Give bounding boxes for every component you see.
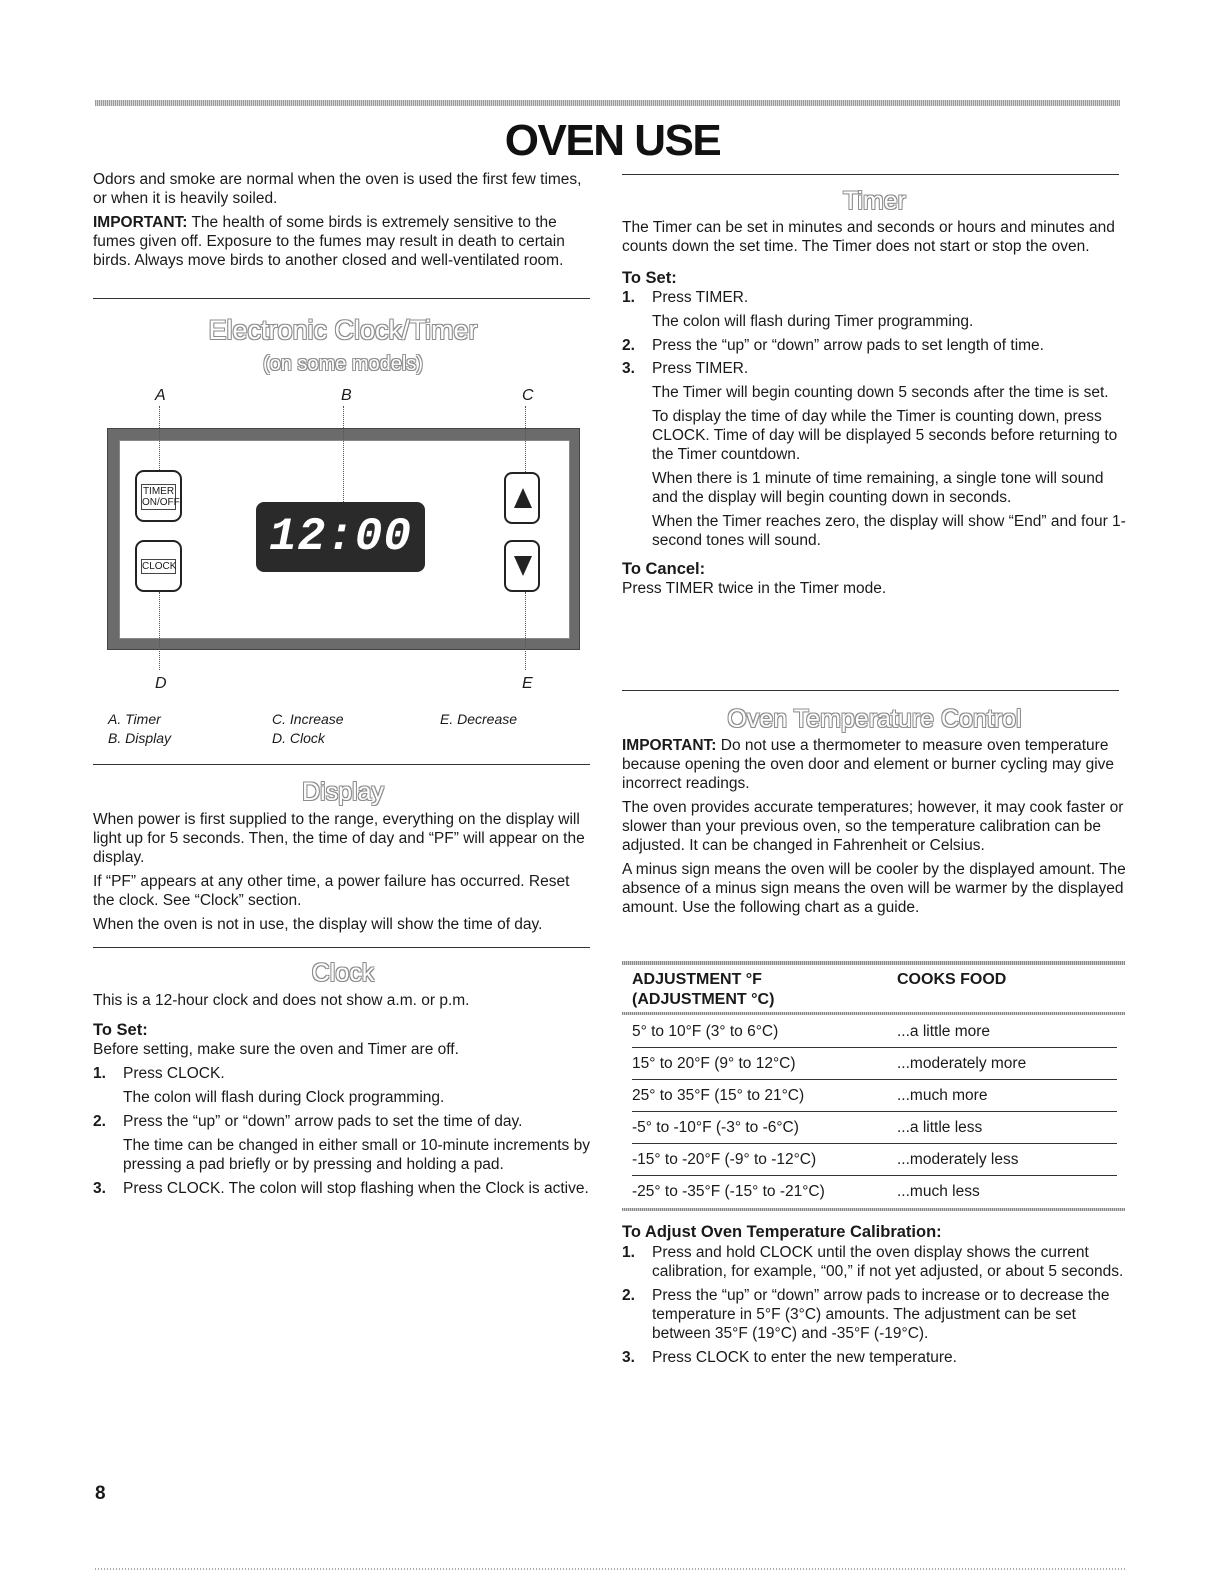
display-paragraph-3: When the oven is not in use, the display will show the time of day. [93,916,543,933]
cell-cooks: ...moderately more [897,1055,1027,1072]
step-note: When there is 1 minute of time remaining, a single tone will sound and the display will begin counting down in seconds. [652,470,1104,506]
cell-adjustment: -15° to -20°F (-9° to -12°C) [632,1151,817,1168]
cell-adjustment: -5° to -10°F (-3° to -6°C) [632,1119,799,1136]
step-text: Press CLOCK. [123,1065,225,1082]
leader-b [343,406,344,502]
step-number: 2. [93,1113,106,1130]
important-text: The health of some birds is extremely sensitive to the fumes given off. Exposure to the fumes may result in death to certain birds. Always move birds to another closed and well-ventilated room. [93,214,565,269]
step-number: 2. [622,337,635,354]
timer-step-2 [622,336,1127,355]
step-number: 3. [622,360,635,377]
cell-cooks: ...a little more [897,1023,991,1040]
clock-step-1 [93,1064,593,1107]
divider [93,764,590,765]
timer-cancel-text: Press TIMER twice in the Timer mode. [622,580,887,597]
calibration-step-1 [622,1243,1127,1281]
section-heading-display: Display [302,778,384,806]
caption-decrease: E. Decrease [440,711,518,727]
leader-d [159,592,160,670]
top-rule [95,100,1120,106]
oven-temp-paragraph-2: The oven provides accurate temperatures; however, it may cook faster or slower than your previous oven, so the temperature calibration can be adjusted. It can be changed in Fahrenheit or Celsius. [622,799,1124,854]
divider [622,174,1119,175]
leader-a [159,406,160,472]
cell-cooks: ...much less [897,1183,980,1200]
table-header-adjustment [632,970,774,1010]
divider [93,298,590,299]
cell-cooks: ...a little less [897,1119,983,1136]
step-note: When the Timer reaches zero, the display will show “End” and four 1-second tones will sound. [652,513,1126,549]
step-note: To display the time of day while the Timer is counting down, press CLOCK. Time of day will be displayed 5 seconds before returning to the Timer countdown. [652,408,1118,463]
cell-cooks: ...moderately less [897,1151,1019,1168]
step-note: The colon will flash during Clock programming. [123,1089,445,1106]
calibration-heading: To Adjust Oven Temperature Calibration: [622,1223,942,1241]
section-heading-oven-temperature: Oven Temperature Control [727,705,1022,733]
cell-adjustment: -25° to -35°F (-15° to -21°C) [632,1183,825,1200]
bottom-rule [95,1568,1125,1570]
down-arrow-button[interactable] [504,540,540,592]
label-e: E [522,675,533,692]
page-number: 8 [95,1483,106,1504]
label-c: C [522,387,534,404]
table-row [632,1016,1117,1048]
caption-increase: C. Increase [272,711,344,727]
cell-adjustment: 25° to 35°F (15° to 21°C) [632,1087,805,1104]
table-row [632,1080,1117,1112]
important-label: IMPORTANT: [93,214,188,231]
step-note: The Timer will begin counting down 5 seconds after the time is set. [652,384,1109,401]
up-arrow-button[interactable] [504,472,540,524]
label-a: A [155,387,166,404]
oven-temp-section [622,704,1127,917]
important-label: IMPORTANT: [622,737,717,754]
section-heading-clock: Clock [311,959,375,987]
header-adjustment-c: (ADJUSTMENT °C) [632,991,775,1008]
display-section [93,777,593,934]
step-text: Press the “up” or “down” arrow pads to set the time of day. [123,1113,523,1130]
oven-temp-important [622,736,1127,793]
page-title: OVEN USE [504,116,721,165]
display-paragraph-1: When power is first supplied to the range, everything on the display will light up for 5 seconds. Then, the time of day and “PF” will appear on the display. [93,811,585,866]
step-text: Press TIMER. [652,360,749,377]
section-heading-clock-timer: Electronic Clock/Timer [208,315,478,345]
step-note: The time can be changed in either small or 10-minute increments by pressing a pad briefly or by pressing and holding a pad. [123,1137,590,1173]
step-text: Press CLOCK to enter the new temperature. [652,1349,957,1366]
timer-to-set-heading: To Set: [622,269,677,287]
step-note: The colon will flash during Timer programming. [652,313,974,330]
down-arrow-icon [514,556,532,576]
table-header-rule [622,1012,1125,1015]
table-row [632,1144,1117,1176]
label-d: D [155,675,167,692]
clock-before-setting: Before setting, make sure the oven and Timer are off. [93,1041,459,1058]
caption-clock: D. Clock [272,730,325,746]
clock-step-2 [93,1112,593,1174]
divider [622,690,1119,691]
table-row [632,1112,1117,1144]
display-paragraph-2: If “PF” appears at any other time, a power failure has occurred. Reset the clock. See “Clock” section. [93,873,570,909]
timer-to-cancel-heading: To Cancel: [622,560,706,578]
step-text: Press and hold CLOCK until the oven display shows the current calibration, for example, “00,” if not yet adjusted, or about 5 seconds. [652,1244,1124,1280]
cell-cooks: ...much more [897,1087,988,1104]
intro-paragraph: Odors and smoke are normal when the oven is used the first few times, or when it is heavily soiled. [93,171,582,207]
timer-onoff-label: TIMER ON/OFF [142,486,180,508]
caption-display: B. Display [108,730,172,746]
table-row [632,1176,1117,1208]
clock-paragraph: This is a 12-hour clock and does not show a.m. or p.m. [93,992,470,1009]
table-header-cooks-food: COOKS FOOD [897,971,1007,988]
header-adjustment-f: ADJUSTMENT °F [632,971,762,988]
timer-step-1 [622,288,1127,331]
table-row [632,1048,1117,1080]
oven-temp-paragraph-3: A minus sign means the oven will be cooler by the displayed amount. The absence of a minus sign means the oven will be warmer by the displayed amount. Use the following chart as a guide. [622,861,1126,916]
section-subheading-models: (on some models) [262,353,424,375]
divider [93,947,590,948]
important-text: Do not use a thermometer to measure oven temperature because opening the oven door and element or burner cycling may give incorrect readings. [622,737,1115,792]
step-text: Press the “up” or “down” arrow pads to set length of time. [652,337,1044,354]
step-number: 1. [622,289,635,306]
step-number: 1. [93,1065,106,1082]
leader-e [525,592,526,670]
step-number: 3. [93,1180,106,1197]
step-number: 1. [622,1244,635,1261]
timer-onoff-button[interactable] [135,470,182,522]
clock-timer-heading-block [93,315,593,379]
up-arrow-icon [514,488,532,508]
intro-important [93,213,593,270]
clock-button-label: CLOCK [142,561,177,572]
clock-to-set-heading: To Set: [93,1021,148,1039]
section-heading-timer: Timer [843,187,906,215]
step-text: Press the “up” or “down” arrow pads to increase or to decrease the temperature in 5°F (3°C) amounts. The adjustment can be set between 35°F (19°C) and -35°F (-19°C). [652,1287,1110,1342]
step-text: Press CLOCK. The colon will stop flashing when the Clock is active. [123,1180,589,1197]
calibration-step-3 [622,1348,1127,1367]
clock-section [93,958,593,1198]
caption-timer: A. Timer [108,711,161,727]
cell-adjustment: 15° to 20°F (9° to 12°C) [632,1055,796,1072]
clock-step-3 [93,1179,593,1198]
table-bottom-rule [622,1208,1125,1211]
step-text: Press TIMER. [652,289,749,306]
intro-section [93,170,593,270]
step-number: 3. [622,1349,635,1366]
table-top-rule [622,961,1125,965]
timer-section [622,186,1127,598]
label-b: B [341,387,352,404]
leader-c [525,406,526,472]
timer-paragraph: The Timer can be set in minutes and seconds or hours and minutes and counts down the set time. The Timer does not start or stop the oven. [622,219,1115,255]
calibration-step-2 [622,1286,1127,1343]
step-number: 2. [622,1287,635,1304]
cell-adjustment: 5° to 10°F (3° to 6°C) [632,1023,779,1040]
time-display: 12:00 [256,502,425,572]
calibration-section [622,1223,1127,1367]
clock-button[interactable] [135,540,182,592]
timer-step-3 [622,359,1127,550]
